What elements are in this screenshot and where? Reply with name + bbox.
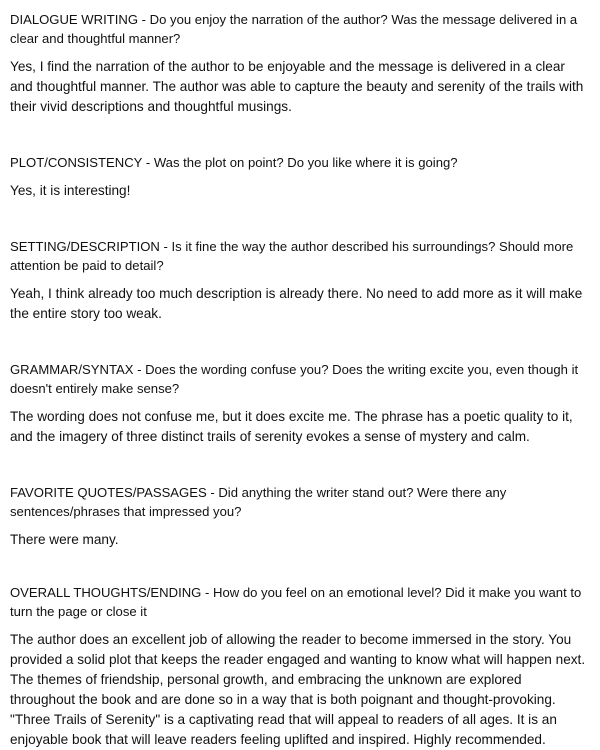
section-spacer [10, 324, 590, 360]
question-overall-thoughts: OVERALL THOUGHTS/ENDING - How do you feel on an emotional level? Did it make you want to turn the page or close it [10, 585, 582, 619]
section-overall-thoughts [10, 583, 590, 750]
section-dialogue-writing [10, 10, 590, 117]
question-setting-description: SETTING/DESCRIPTION - Is it fine the way the author described his surroundings? Should more attention be paid to detail? [10, 239, 574, 273]
section-setting-description [10, 237, 590, 324]
answer-setting-description: Yeah, I think already too much description is already there. No need to add more as it will make the entire story too weak. [10, 286, 583, 321]
answer-favorite-quotes: There were many. [10, 532, 119, 547]
section-favorite-quotes [10, 483, 590, 550]
answer-plot-consistency: Yes, it is interesting! [10, 183, 131, 198]
answer-overall-thoughts: The author does an excellent job of allowing the reader to become immersed in the story. You provided a solid plot that keeps the reader engaged and wanting to know what will happen next. The themes of friendship, personal growth, and embracing the unknown are explored throughout the book and are done so in a way that is both poignant and thought-provoking. "Three Trails of Serenity" is a captivating read that will appeal to readers of all ages. It is an enjoyable book that will leave readers feeling uplifted and inspired. Highly recommended. [10, 632, 586, 747]
answer-grammar-syntax: The wording does not confuse me, but it does excite me. The phrase has a poetic quality to it, and the imagery of three distinct trails of serenity evokes a sense of mystery and calm. [10, 409, 573, 444]
question-favorite-quotes: FAVORITE QUOTES/PASSAGES - Did anything the writer stand out? Were there any sentences/phrases that impressed you? [10, 485, 507, 519]
question-dialogue-writing: DIALOGUE WRITING - Do you enjoy the narration of the author? Was the message delivered in a clear and thoughtful manner? [10, 12, 578, 46]
section-spacer [10, 117, 590, 153]
section-spacer [10, 201, 590, 237]
section-grammar-syntax [10, 360, 590, 447]
question-plot-consistency: PLOT/CONSISTENCY - Was the plot on point? Do you like where it is going? [10, 155, 458, 170]
answer-dialogue-writing: Yes, I find the narration of the author to be enjoyable and the message is delivered in a clear and thoughtful manner. The author was able to capture the beauty and serenity of the trails with their vivid descriptions and thoughtful musings. [10, 59, 584, 114]
section-spacer [10, 447, 590, 483]
section-spacer [10, 550, 590, 583]
section-plot-consistency [10, 153, 590, 201]
question-grammar-syntax: GRAMMAR/SYNTAX - Does the wording confuse you? Does the writing excite you, even though it doesn't entirely make sense? [10, 362, 579, 396]
